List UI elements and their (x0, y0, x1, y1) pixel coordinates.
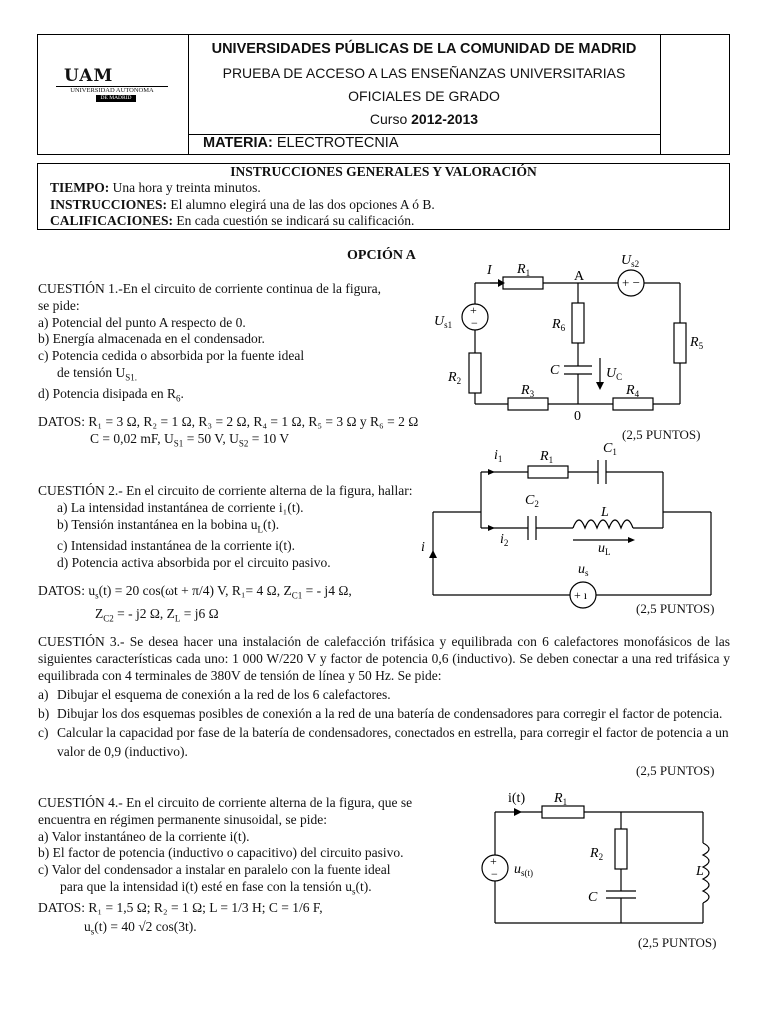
logo-text-line1: UNIVERSIDAD AUTONOMA (70, 87, 154, 94)
q2-item-a: a) La intensidad instantánea de corriente i₁(t). (57, 499, 304, 515)
q3-item-a: a) Dibujar el esquema de conexión a la red de los 6 calefactores. (38, 687, 391, 702)
tiempo-text: Una hora y treinta minutos. (109, 180, 261, 195)
q4-datos-line1: DATOS: R₁ = 1,5 Ω; R₂ = 1 Ω; L = 1/3 H; C = 1/6 F, (38, 900, 323, 916)
q4-item-b: b) El factor de potencia (inductivo o capacitivo) del circuito pasivo. (38, 845, 404, 861)
svg-text:R1: $R_1$ (517, 262, 531, 278)
q1-R4-resistor (613, 398, 653, 410)
header-materia (203, 135, 399, 151)
svg-text:R3: $R_3$ (521, 383, 535, 399)
q1-label-A: A (574, 269, 585, 284)
q4-intro-line1: CUESTIÓN 4.- En el circuito de corriente alterna de la figura, que se (38, 795, 413, 810)
svg-text:L: L (696, 864, 704, 879)
svg-text:L: L (601, 505, 609, 520)
q2-R1-resistor (528, 466, 568, 478)
calif-label: CALIFICACIONES: (50, 213, 174, 228)
calif-text: En cada cuestión se indicará su calificación. (173, 213, 415, 228)
svg-text:Us2: $U_{s2}$ (621, 253, 640, 269)
svg-text:us(t): $u_{s(t)}$ (514, 862, 533, 878)
q2-item-b: b) Tensión instantánea en la bobina $u_L(t)$. (57, 516, 280, 535)
svg-text:i2: $i_2$ (500, 532, 509, 548)
svg-text:+: + (470, 303, 477, 317)
q4-R2-resistor (615, 829, 627, 869)
q1-item-d: d) Potencia disipada en $R_6$. (38, 386, 184, 405)
header-line2: PRUEBA DE ACCESO A LAS ENSEÑANZAS UNIVERSITARIAS (222, 65, 626, 81)
svg-text:C2: $C_2$ (525, 493, 539, 509)
instructions-title: INSTRUCCIONES GENERALES Y VALORACIÓN (230, 164, 537, 179)
svg-text:UC: $U_C$ (606, 366, 623, 382)
q2-datos-line1: DATOS: $u_s(t) = 20$ cos(ωt + π/4) V, R₁= 4 Ω, $Z_{C1}$ = - j4 Ω, (38, 583, 352, 601)
q4-item-c: c) Valor del condensador a instalar en paralelo con la fuente ideal (38, 862, 391, 878)
svg-text:R2: $R_2$ (448, 370, 462, 386)
q1-item-c: c) Potencia cedida o absorbida por la fuente ideal (38, 348, 305, 364)
q4-points: (2,5 PUNTOS) (638, 935, 717, 950)
materia-value: ELECTROTECNIA (276, 135, 399, 151)
q1-item-c-line2: de tensión $U_{S1.}$ (57, 364, 138, 383)
svg-text:us: $u_s$ (578, 562, 589, 578)
svg-text:−: − (471, 316, 478, 330)
q4-R1-resistor (542, 806, 584, 818)
svg-text:i1: $i_1$ (494, 448, 503, 464)
q2-circuit-diagram (418, 440, 718, 610)
header-curso (188, 111, 660, 127)
q4-item-c-line2: para que la intensidad i(t) esté en fase con la tensión $u_s(t)$. (60, 878, 372, 897)
q1-intro-line2: se pide: (38, 297, 80, 313)
svg-text:i: i (421, 540, 425, 555)
q1-intro (38, 281, 381, 408)
svg-text:R5: $R_5$ (690, 335, 704, 351)
q3-points: (2,5 PUNTOS) (636, 763, 715, 778)
svg-text:uL: $u_L$ (598, 541, 611, 557)
q4-intro-line2: encuentra en régimen permanente sinusoidal, se pide: (38, 811, 328, 827)
svg-text:+ ı: + ı (574, 588, 588, 602)
header-divider-right (660, 35, 661, 154)
q4-item-a: a) Valor instantáneo de la corriente i(t). (38, 828, 250, 844)
q2-L-inductor (573, 520, 633, 528)
q3-paragraph: CUESTIÓN 3.- Se desea hacer una instalación de calefacción trifásica y equilibrada con 6 calefactores monofásicos de las siguientes características cada uno: 1 000 W/220 V y factor de potencia 0,6 (inductivo). Se deben conectar a una red trifásica y equilibrada con 4 terminales de 380V de tensión de línea y 50 Hz. Se pide: (38, 634, 730, 683)
materia-label: MATERIA: (203, 135, 277, 151)
q1-R1-resistor (503, 277, 543, 289)
svg-text:−: − (491, 867, 498, 881)
q1-R5-resistor (674, 323, 686, 363)
q1-label-I: I (487, 263, 492, 278)
instr-label: INSTRUCCIONES: (50, 196, 168, 212)
q4-circuit-diagram (478, 785, 738, 930)
svg-text:+ −: + − (622, 275, 640, 290)
svg-text:Us1: $U_{s1}$ (434, 314, 453, 330)
svg-text:0: 0 (574, 409, 581, 423)
svg-text:R6: $R_6$ (552, 317, 566, 333)
q1-points: (2,5 PUNTOS) (622, 427, 701, 442)
svg-text:+: + (490, 854, 497, 868)
q1-R3-resistor (508, 398, 548, 410)
svg-text:i(t): i(t) (508, 791, 526, 806)
instr-tiempo (50, 180, 729, 197)
svg-text:C: C (550, 363, 560, 378)
curso-value: 2012-2013 (411, 111, 479, 127)
curso-label: Curso (369, 111, 412, 127)
q2-datos (38, 583, 352, 628)
option-title: OPCIÓN A (347, 248, 416, 263)
q1-datos-line1: DATOS: R₁ = 3 Ω, R₂ = 1 Ω, R₃ = 2 Ω, R₄ = 1 Ω, R₅ = 3 Ω y R₆ = 2 Ω (38, 414, 419, 429)
svg-text:C: C (588, 890, 598, 905)
instr-instrucciones (50, 197, 729, 214)
logo-text-line2: DE MADRID (96, 95, 136, 102)
q2-points: (2,5 PUNTOS) (636, 601, 715, 616)
svg-text:C1: $C_1$ (603, 441, 617, 457)
q4-text (38, 795, 412, 941)
header-line3: OFICIALES DE GRADO (348, 88, 500, 104)
svg-text:R1: $R_1$ (540, 449, 554, 465)
q4-L-inductor (703, 843, 709, 903)
q1-R6-resistor (572, 303, 584, 343)
q1-intro-line1: CUESTIÓN 1.-En el circuito de corriente continua de la figura, (38, 281, 382, 296)
tiempo-label: TIEMPO: (50, 180, 110, 195)
logo-mark: UAM (64, 66, 114, 86)
q2-intro: CUESTIÓN 2.- En el circuito de corriente alterna de la figura, hallar: (38, 483, 413, 498)
uam-logo (56, 67, 168, 107)
q1-circuit-diagram (428, 248, 728, 423)
q1-datos (38, 414, 418, 452)
q2-text (38, 483, 412, 572)
q1-datos-line2: C = 0,02 mF, $U_{S1} = 50$ V, $U_{S2} = 10$ V (90, 430, 290, 449)
svg-text:R1: $R_1$ (554, 791, 568, 807)
q3-items (38, 685, 730, 761)
q1-item-b: b) Energía almacenada en el condensador. (38, 331, 265, 347)
svg-text:R2: $R_2$ (590, 846, 604, 862)
instr-text: El alumno elegirá una de las dos opciones A ó B. (167, 196, 435, 212)
q2-item-d: d) Potencia activa absorbida por el circuito pasivo. (57, 554, 331, 570)
header-title: UNIVERSIDADES PÚBLICAS DE LA COMUNIDAD DE MADRID (211, 41, 637, 57)
header-box (37, 34, 730, 155)
q3-item-b: b) Dibujar los dos esquemas posibles de conexión a la red de una batería de condensadores para corregir el factor de potencia. (38, 706, 723, 721)
q1-item-a: a) Potencial del punto A respecto de 0. (38, 314, 246, 330)
instructions-box (37, 163, 730, 230)
q3-item-c: c) Calcular la capacidad por fase de la batería de condensadores, conectados en estrella, para corregir el factor de potencia a un valor de 0,9 (inductivo). (38, 725, 729, 759)
q2-datos-line2: $Z_{C2}$ = - j2 Ω, $Z_L = j6$ Ω (95, 606, 219, 625)
instr-calificaciones (50, 213, 729, 230)
q4-datos-line2: $u_s(t) = 40$ √2 cos(3t). (84, 919, 197, 937)
q2-item-c: c) Intensidad instantánea de la corriente i(t). (57, 538, 296, 554)
q1-R2-resistor (469, 353, 481, 393)
svg-text:R4: $R_4$ (626, 383, 640, 399)
